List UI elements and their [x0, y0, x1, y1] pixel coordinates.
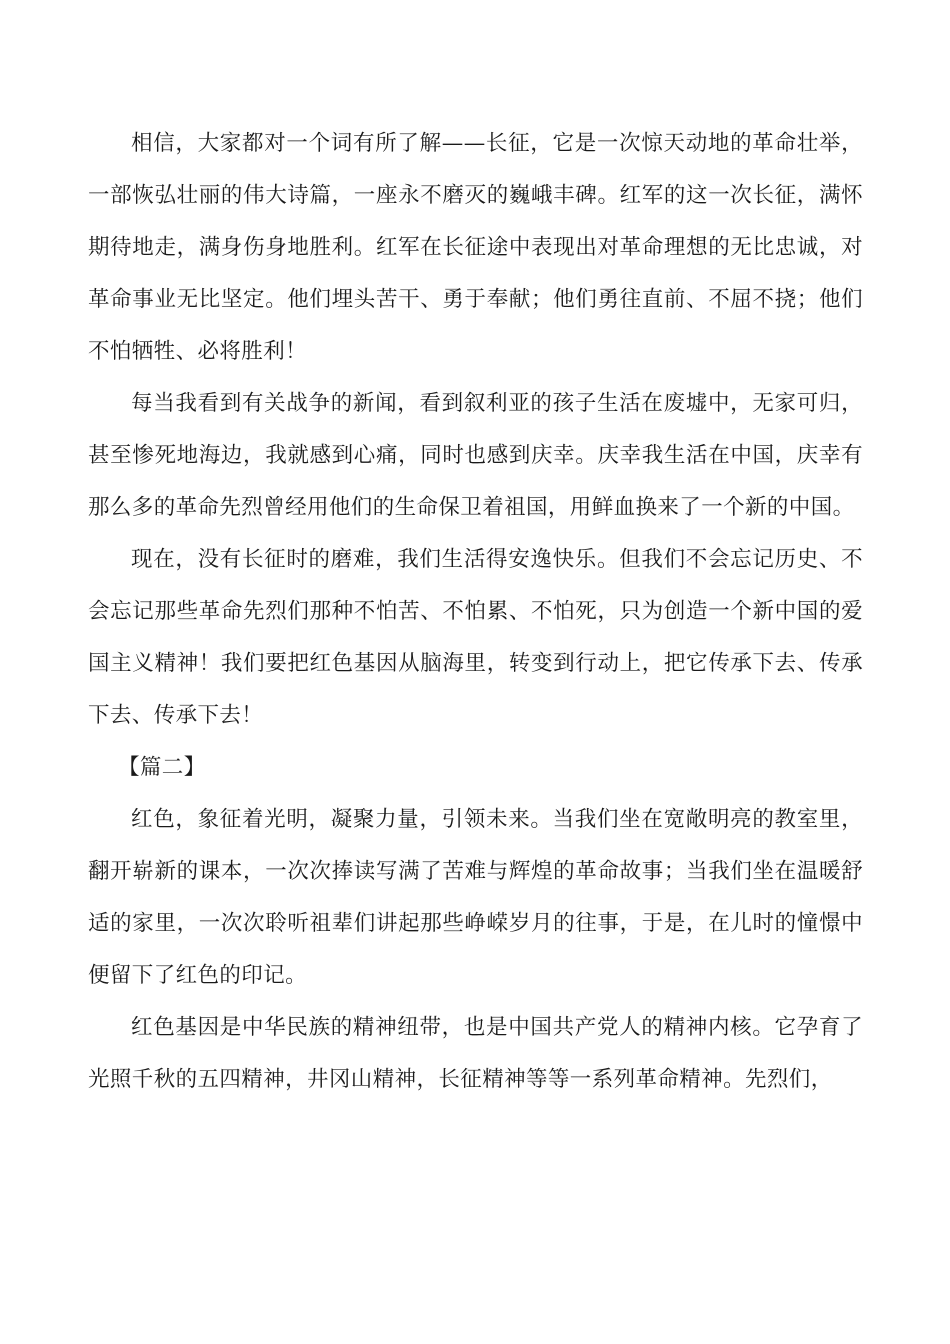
paragraph-war-news: 每当我看到有关战争的新闻，看到叙利亚的孩子生活在废墟中，无家可归，甚至惨死地海边，我就感到心痛，同时也感到庆幸。庆幸我生活在中国，庆幸有那么多的革命先烈曾经用他们的生命保卫着祖国，用鲜血换来了一个新的中国。: [88, 391, 863, 520]
section-heading: 【篇二】: [118, 755, 206, 780]
document-body: [88, 118, 863, 1106]
paragraph-long-march: 相信，大家都对一个词有所了解——长征，它是一次惊天动地的革命壮举，一部恢弘壮丽的伟大诗篇，一座永不磨灭的巍峨丰碑。红军的这一次长征，满怀期待地走，满身伤身地胜利。红军在长征途中表现出对革命理想的无比忠诚，对革命事业无比坚定。他们埋头苦干、勇于奉献；他们勇往直前、不屈不挠；他们不怕牺牲、必将胜利！: [88, 131, 863, 364]
paragraph-red-color: 红色，象征着光明，凝聚力量，引领未来。当我们坐在宽敞明亮的教室里，翻开崭新的课本，一次次捧读写满了苦难与辉煌的革命故事；当我们坐在温暖舒适的家里，一次次聆听祖辈们讲起那些峥嵘岁月的往事，于是，在儿时的憧憬中便留下了红色的印记。: [88, 807, 863, 988]
paragraph-inheritance: 现在，没有长征时的磨难，我们生活得安逸快乐。但我们不会忘记历史、不会忘记那些革命先烈们那种不怕苦、不怕累、不怕死，只为创造一个新中国的爱国主义精神！我们要把红色基因从脑海里，转变到行动上，把它传承下去、传承下去、传承下去！: [88, 547, 863, 728]
paragraph-red-gene: 红色基因是中华民族的精神纽带，也是中国共产党人的精神内核。它孕育了光照千秋的五四精神，井冈山精神，长征精神等等一系列革命精神。先烈们，: [88, 1015, 863, 1092]
